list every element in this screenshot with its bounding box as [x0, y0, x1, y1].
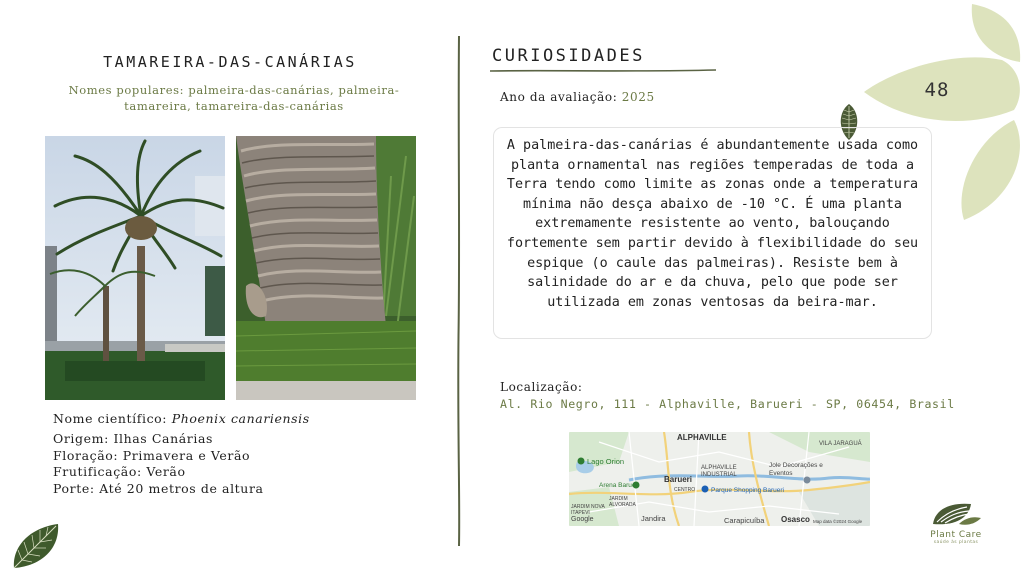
plant-title: TAMAREIRA-DAS-CANÁRIAS [103, 53, 357, 71]
column-divider [455, 36, 463, 546]
map-label-alphaville-industrial: ALPHAVILLE INDUSTRIAL [701, 465, 737, 478]
map-label-vila-jaragua: VILA JARAGUÁ [819, 441, 862, 447]
map-label-parque: Parque Shopping Barueri [711, 487, 784, 494]
map-label-lago-orion: Lago Orion [587, 457, 625, 466]
plant-info [53, 411, 310, 498]
location-map[interactable] [569, 432, 870, 526]
evaluation-year [500, 90, 655, 104]
year-label: Ano da avaliação: [500, 90, 622, 104]
palm-trunk-photo [236, 136, 416, 400]
logo-tagline: saúde às plantas [933, 540, 979, 545]
map-label-jardim-nova: JARDIM NOVA ITAPEVI [571, 504, 605, 516]
map-label-centro: CENTRO [674, 487, 696, 493]
map-label-jole: Jole Decorações e Eventos [769, 462, 823, 477]
popular-names: Nomes populares: palmeira-das-canárias, palmeira-tamareira, tamareira-das-canárias [68, 83, 400, 113]
map-label-jandira: Jandira [641, 514, 666, 523]
year-value: 2025 [621, 90, 655, 104]
page-number: 48 [924, 79, 950, 101]
scientific-name-row [53, 411, 310, 428]
map-label-alphaville: ALPHAVILLE [677, 433, 727, 442]
location-address: Al. Rio Negro, 111 - Alphaville, Barueri - SP, 06454, Brasil [500, 397, 955, 411]
map-google-logo: Google [571, 516, 594, 523]
map-label-barueri: Barueri [664, 475, 693, 484]
map-label-jardim-alvorada: JARDIM ALVORADA [609, 496, 636, 508]
flowering: Floração: Primavera e Verão [53, 447, 251, 463]
fruiting: Frutificação: Verão [53, 464, 186, 480]
curiosity-text: A palmeira-das-canárias é abundantemente usada como planta ornamental nas regiões temperadas de toda a Terra tendo como limite as zonas onde a temperatura mínima não desça abaixo de -10 °C. É uma planta extremamente resistente ao vento, balouçando fortemente sem partir devido à flexibilidade do seu espique (o caule das palmeiras). Resiste bem à salinidade do ar e da chuva, pelo que pode ser utilizada em zonas ventosas da beira-mar. [493, 127, 932, 339]
palm-tree-photo [45, 136, 225, 400]
title-underline [490, 68, 716, 74]
scientific-name: Phoenix canariensis [171, 411, 310, 426]
map-label-arena: Arena Barueri [599, 482, 640, 489]
location-label: Localização: [500, 380, 583, 394]
plant-care-logo [918, 500, 994, 552]
logo-name: Plant Care [930, 530, 982, 540]
size: Porte: Até 20 metros de altura [53, 481, 264, 497]
map-label-osasco: Osasco [781, 515, 810, 524]
corner-leaf-icon [8, 520, 64, 572]
curiosities-title: CURIOSIDADES [492, 46, 645, 66]
origin: Origem: Ilhas Canárias [53, 430, 214, 446]
plant-care-leaf-icon [929, 500, 983, 528]
map-attribution: Map data ©2024 Google [813, 519, 863, 524]
map-label-carapicuiba: Carapicuíba [724, 516, 765, 525]
scientific-label: Nome científico: [53, 411, 172, 426]
